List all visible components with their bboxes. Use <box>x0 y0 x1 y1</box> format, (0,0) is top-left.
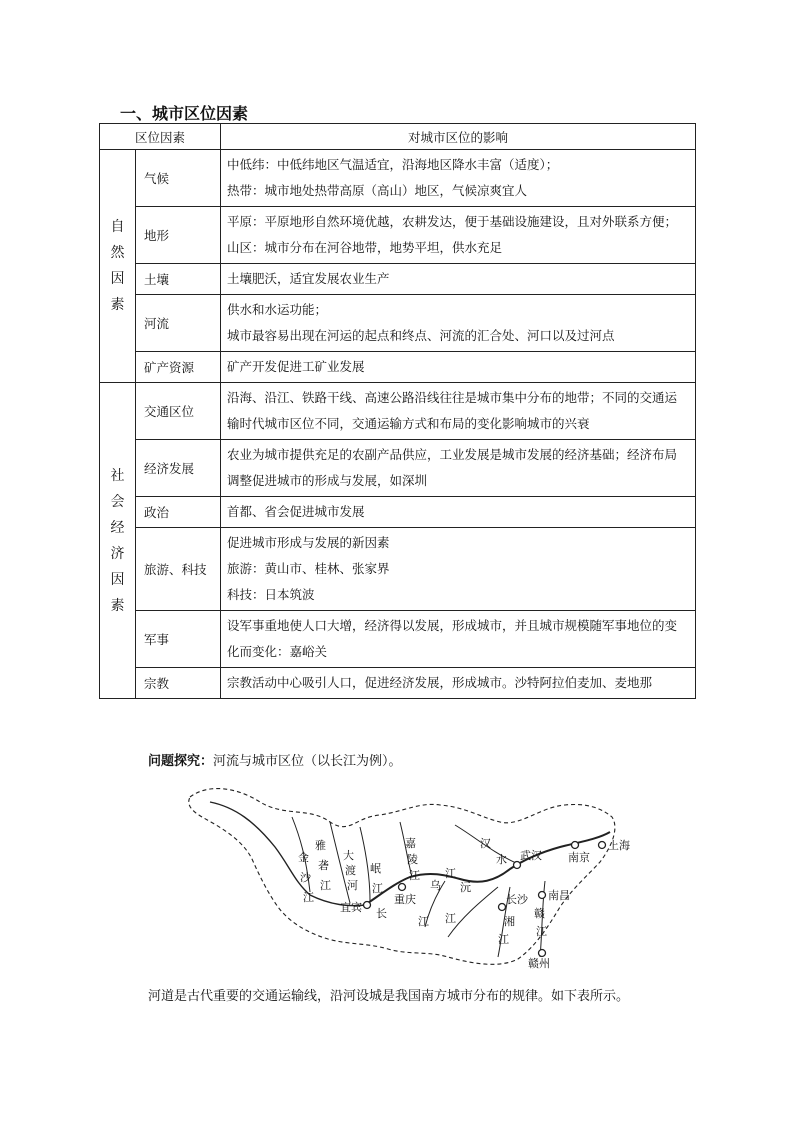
label-city-chongqing: 重庆 <box>394 893 416 906</box>
label-jialing-2: 陵 <box>407 853 418 866</box>
group-natural: 自 然 因 素 <box>100 150 136 383</box>
label-yalong-1: 雅 <box>315 839 326 852</box>
label-dadu-2: 渡 <box>345 864 356 877</box>
label-jinsha-3: 江 <box>303 891 314 904</box>
label-min-1: 岷 <box>370 862 381 875</box>
label-jialing-3: 江 <box>409 869 420 882</box>
factor-politics: 政治 <box>136 497 221 528</box>
table-header-row <box>100 124 696 150</box>
table-row <box>100 528 696 611</box>
effect-religion: 宗教活动中心吸引人口，促进经济发展，形成城市。沙特阿拉伯麦加、麦地那 <box>221 668 696 699</box>
effect-transport: 沿海、沿江、铁路干线、高速公路沿线往往是城市集中分布的地带；不同的交通运输时代城市区位不同，交通运输方式和布局的变化影响城市的兴衰 <box>221 383 696 440</box>
header-factor: 区位因素 <box>100 124 221 150</box>
city-chongqing-marker <box>399 884 406 891</box>
effect-minerals: 矿产开发促进工矿业发展 <box>221 352 696 383</box>
label-city-nanchang: 南昌 <box>548 889 570 902</box>
effect-climate: 中低纬：中低纬地区气温适宜，沿海地区降水丰富（适度）； 热带：城市地处热带高原（高山）地区，气候凉爽宜人 <box>221 150 696 207</box>
caption-text: 河道是古代重要的交通运输线，沿河设城是我国南方城市分布的规律。如下表所示。 <box>148 989 630 1004</box>
factor-transport: 交通区位 <box>136 383 221 440</box>
label-city-changsha: 长沙 <box>506 893 528 906</box>
label-jinsha-1: 金 <box>298 851 309 864</box>
basin-boundary <box>189 789 615 965</box>
label-gan-2: 江 <box>536 925 547 938</box>
factor-military: 军事 <box>136 611 221 668</box>
table-row <box>100 264 696 295</box>
label-gan-1: 赣 <box>534 907 545 920</box>
group-socioeconomic: 社 会 经 济 因 素 <box>100 383 136 699</box>
factor-tourism-tech: 旅游、科技 <box>136 528 221 611</box>
factor-religion: 宗教 <box>136 668 221 699</box>
label-min-2: 江 <box>372 882 383 895</box>
section-title: 一、城市区位因素 <box>120 104 249 123</box>
city-changsha-marker <box>499 904 506 911</box>
location-factors-table <box>99 123 696 699</box>
effect-tourism-tech: 促进城市形成与发展的新因素 旅游：黄山市、桂林、张家界 科技：日本筑波 <box>221 528 696 611</box>
table-row <box>100 440 696 497</box>
effect-terrain: 平原：平原地形自然环境优越，农耕发达，便于基础设施建设，且对外联系方便； 山区：城市分布在河谷地带，地势平坦，供水充足 <box>221 207 696 264</box>
city-ganzhou-marker <box>539 950 546 957</box>
label-city-yibin: 宜宾 <box>340 901 362 914</box>
table-row <box>100 383 696 440</box>
city-nanchang-marker <box>539 892 546 899</box>
table-row <box>100 352 696 383</box>
label-city-shanghai: 上海 <box>608 839 630 852</box>
label-jinsha-2: 沙 <box>300 871 311 884</box>
label-yuan-1: 沅 <box>460 881 471 894</box>
label-yalong-3: 江 <box>320 879 331 892</box>
label-dadu-1: 大 <box>343 849 354 862</box>
header-effect: 对城市区位的影响 <box>221 124 696 150</box>
table-row <box>100 497 696 528</box>
min-river <box>360 827 370 901</box>
inquiry-heading <box>148 750 402 769</box>
label-yuan-2: 江 <box>445 912 456 925</box>
city-nanjing-marker <box>572 842 579 849</box>
label-jiang-main: 江 <box>445 867 456 880</box>
city-shanghai-marker <box>599 842 606 849</box>
factor-economy: 经济发展 <box>136 440 221 497</box>
factor-river: 河流 <box>136 295 221 352</box>
table-row <box>100 207 696 264</box>
label-xiang-2: 江 <box>498 933 509 946</box>
effect-economy: 农业为城市提供充足的农副产品供应，工业发展是城市发展的经济基础；经济布局调整促进城市的形成与发展，如深圳 <box>221 440 696 497</box>
effect-military: 设军事重地使人口大增，经济得以发展，形成城市，并且城市规模随军事地位的变化而变化：嘉峪关 <box>221 611 696 668</box>
effect-river: 供水和水运功能； 城市最容易出现在河运的起点和终点、河流的汇合处、河口以及过河点 <box>221 295 696 352</box>
label-city-nanjing: 南京 <box>568 851 590 864</box>
label-wu: 乌 <box>430 879 441 892</box>
label-han-2: 水 <box>496 853 507 866</box>
city-wuhan-marker <box>514 862 521 869</box>
yangtze-river-map <box>180 777 640 977</box>
factor-terrain: 地形 <box>136 207 221 264</box>
effect-politics: 首都、省会促进城市发展 <box>221 497 696 528</box>
label-jialing-1: 嘉 <box>405 837 416 850</box>
label-city-ganzhou: 赣州 <box>528 957 550 970</box>
label-han-1: 汉 <box>480 837 491 850</box>
inquiry-text: 河流与城市区位（以长江为例）。 <box>213 754 402 769</box>
table-row <box>100 295 696 352</box>
effect-soil: 土壤肥沃，适宜发展农业生产 <box>221 264 696 295</box>
label-changjiang-2: 江 <box>418 915 429 928</box>
table-row <box>100 668 696 699</box>
label-yalong-2: 砻 <box>318 859 329 872</box>
inquiry-label: 问题探究： <box>148 754 214 769</box>
city-yibin-marker <box>364 902 371 909</box>
factor-soil: 土壤 <box>136 264 221 295</box>
label-city-wuhan: 武汉 <box>520 849 542 862</box>
label-dadu-3: 河 <box>347 879 358 892</box>
label-xiang-1: 湘 <box>504 915 515 928</box>
table-row <box>100 611 696 668</box>
table-row <box>100 150 696 207</box>
factor-minerals: 矿产资源 <box>136 352 221 383</box>
factor-climate: 气候 <box>136 150 221 207</box>
jinsha-river <box>210 802 365 906</box>
label-changjiang-1: 长 <box>376 907 387 920</box>
